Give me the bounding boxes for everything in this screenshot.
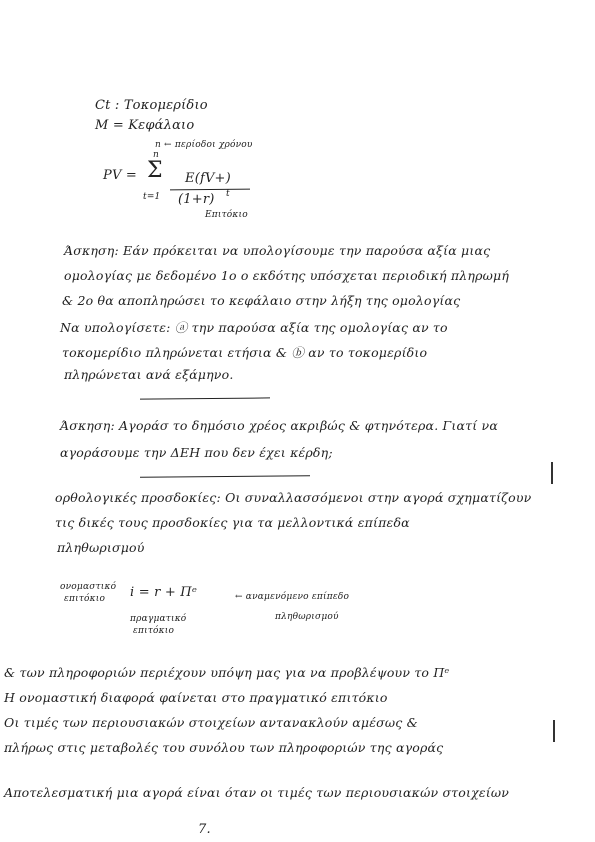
expectations-line-1: ορθολογικές προσδοκίες: Οι συναλλασσόμενοι στην αγορά σχηματίζουν (55, 490, 532, 505)
real-rate-label-top: πραγματικό (130, 614, 187, 624)
fraction-denominator: (1+r) (178, 192, 215, 207)
expectations-line-2: τις δικές τους προσδοκίες για τα μελλοντικά επίπεδα (55, 515, 410, 530)
closing-line-4: πλήρως στις μεταβολές του συνόλου των πληροφοριών της αγοράς (4, 740, 444, 755)
right-edge-mark-2 (553, 720, 555, 742)
denominator-exponent: t (226, 189, 230, 199)
closing-line-3: Οι τιμές των περιουσιακών στοιχείων αντανακλούν αμέσως & (4, 715, 418, 730)
sum-symbol: Σ (147, 158, 163, 183)
exercise2-line-2: αγοράσουμε την ΔΕΗ που δεν έχει κέρδη; (60, 445, 333, 460)
fraction-numerator: E(fV+) (185, 171, 231, 186)
exercise1-line-4: Να υπολογίσετε: ⓐ την παρούσα αξία της ομολογίας αν το (60, 320, 448, 335)
expected-inflation-label-bottom: πληθωρισμού (275, 612, 339, 622)
closing-line-2: Η ονομαστική διαφορά φαίνεται στο πραγματικό επιτόκιο (4, 690, 388, 705)
definition-coupon: Ct : Τοκομερίδιο (95, 98, 208, 113)
fraction-bar (170, 189, 250, 191)
definition-capital: M = Κεφάλαιο (95, 118, 195, 133)
nominal-label-top: ονομαστικό (60, 582, 117, 592)
fisher-equation: i = r + Πᵉ (130, 585, 198, 600)
exercise1-line-1: Άσκηση: Εάν πρόκειται να υπολογίσουμε την παρούσα αξία μιας (64, 243, 491, 258)
sum-upper-label: n ← περίοδοι χρόνου (155, 140, 253, 150)
pv-label: PV = (103, 168, 137, 183)
expected-inflation-label-top: ← αναμενόμενο επίπεδο (235, 592, 350, 602)
exercise1-line-5: τοκομερίδιο πληρώνεται ετήσια & ⓑ αν το τοκομερίδιο (62, 345, 428, 360)
interest-label: Επιτόκιο (205, 210, 248, 220)
page-number: 7. (198, 822, 211, 837)
closing-line-1: & των πληροφοριών περιέχουν υπόψη μας για να προβλέψουν το Πᵉ (4, 665, 450, 680)
nominal-label-bottom: επιτόκιο (64, 594, 106, 604)
exercise1-line-3: & 2ο θα αποπληρώσει το κεφάλαιο στην λήξη της ομολογίας (62, 293, 461, 308)
expectations-line-3: πληθωρισμού (57, 540, 145, 555)
closing-line-5: Αποτελεσματική μια αγορά είναι όταν οι τιμές των περιουσιακών στοιχείων (4, 785, 510, 800)
exercise1-line-2: ομολογίας με δεδομένο 1ο ο εκδότης υπόσχεται περιοδική πληρωμή (64, 268, 510, 283)
exercise2-underline (140, 475, 310, 477)
right-edge-mark-1 (551, 462, 553, 484)
sum-bottom: t=1 (143, 192, 161, 202)
real-rate-label-bottom: επιτόκιο (133, 626, 175, 636)
exercise1-line-6: πληρώνεται ανά εξάμηνο. (64, 367, 234, 382)
exercise2-line-1: Άσκηση: Αγοράσ το δημόσιο χρέος ακριβώς & φτηνότερα. Γιατί να (60, 418, 498, 433)
exercise1-underline (140, 397, 270, 399)
sum-top: n (153, 150, 159, 160)
